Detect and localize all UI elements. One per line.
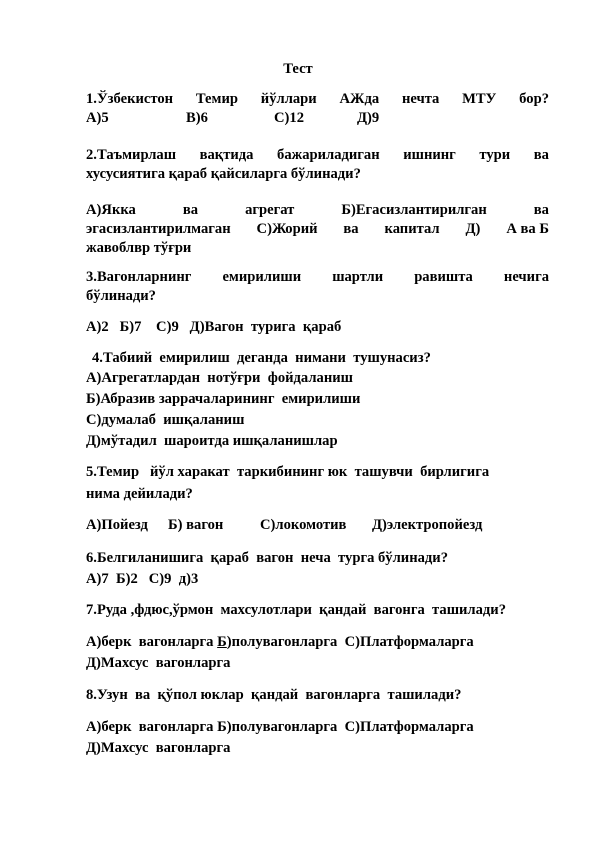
q1-option-a: А)5	[86, 110, 109, 126]
q1-option-b: В)6	[186, 110, 208, 126]
q2-word: А ва Б	[506, 221, 549, 237]
q7-options-line-1	[86, 633, 549, 651]
q2-word: А)Якка	[86, 202, 136, 218]
q4-option-c: С)думалаб ишқаланиш	[86, 412, 245, 428]
q1-option-c: С)12	[274, 110, 304, 126]
question-5-line-2: нима дейилади?	[86, 486, 193, 502]
question-4: 4.Табиий емирилиш деганда нимани тушунасиз?	[92, 350, 431, 366]
q2-word: 2.Таъмирлаш	[86, 147, 177, 163]
q4-option-a: А)Агрегатлардан нотўғри фойдаланиш	[86, 370, 353, 386]
q2-word: вақтида	[199, 147, 254, 163]
q2-word: ишнинг	[403, 147, 456, 163]
q1-option-d: Д)9	[357, 110, 380, 126]
q1-word: нечта	[401, 91, 440, 107]
q1-word: бор?	[519, 91, 549, 107]
q5-options	[86, 516, 549, 534]
q5-option-a: А)Пойезд	[86, 517, 148, 533]
q7-option-b-letter: Б	[217, 634, 227, 650]
q2-word: Д)	[465, 221, 481, 237]
q2-word: капитал	[384, 221, 440, 237]
question-3-line-1	[86, 268, 549, 286]
question-2-line-1	[86, 146, 549, 164]
q3-word: шартли	[332, 269, 384, 285]
q2-options-line-1	[86, 201, 549, 219]
q7-option-a: А)берк вагонларга	[86, 634, 218, 650]
q5-option-b: Б) вагон	[168, 517, 224, 533]
q2-word: агрегат	[245, 202, 295, 218]
q2-word: С)Жорий	[256, 221, 318, 237]
q5-option-d: Д)электропойезд	[372, 517, 483, 533]
q8-options-line-1: А)берк вагонларга Б)полувагонларга С)Платформаларга	[86, 719, 474, 735]
q2-options-line-2	[86, 220, 549, 238]
question-3-line-2: бўлинади?	[86, 288, 156, 304]
question-7: 7.Руда ,фдюс,ўрмон махсулотлари қандай вагонга ташилади?	[86, 602, 506, 618]
q1-word: йўллари	[260, 91, 317, 107]
q1-options	[86, 109, 549, 127]
q1-word: Темир	[195, 91, 238, 107]
q3-word: емирилиши	[222, 269, 302, 285]
question-1	[86, 90, 549, 108]
q5-option-c: С)локомотив	[260, 517, 347, 533]
q1-word: АЖда	[339, 91, 380, 107]
q3-word: 3.Вагонларнинг	[86, 269, 192, 285]
question-8: 8.Узун ва қўпол юклар қандай вагонларга ташилади?	[86, 687, 462, 703]
q2-word: эгасизлантирилмаган	[86, 221, 231, 237]
question-2-line-2: хусусиятига қараб қайсиларга бўлинади?	[86, 166, 361, 182]
q2-options-line-3: жавоблвр тўғри	[86, 240, 192, 256]
q7-option-d: Д)Махсус вагонларга	[86, 655, 231, 671]
q3-word: равишта	[414, 269, 473, 285]
question-6: 6.Белгиланишига қараб вагон неча турга бўлинади?	[86, 550, 448, 566]
q1-word: МТУ	[462, 91, 497, 107]
q6-options: А)7 Б)2 С)9 д)3	[86, 571, 199, 587]
q7-option-b-c: )полувагонларга С)Платформаларга	[226, 634, 474, 650]
q2-word: Б)Егасизлантирилган	[341, 202, 487, 218]
q2-word: ва	[182, 202, 199, 218]
q3-options: А)2 Б)7 С)9 Д)Вагон турига қараб	[86, 319, 342, 335]
q3-word: нечига	[503, 269, 549, 285]
q1-word: 1.Ўзбекистон	[86, 91, 174, 107]
q2-word: ва	[343, 221, 359, 237]
q2-word: ва	[533, 202, 549, 218]
q2-word: бажариладиган	[277, 147, 380, 163]
q2-word: ва	[533, 147, 549, 163]
page-title: Тест	[283, 61, 313, 77]
q8-option-d: Д)Махсус вагонларга	[86, 740, 231, 756]
q4-option-b: Б)Абразив заррачаларининг емирилиши	[86, 391, 361, 407]
q4-option-d: Д)мўтадил шароитда ишқаланишлар	[86, 433, 338, 449]
question-5-line-1: 5.Темир йўл харакат таркибининг юк ташувчи бирлигига	[86, 464, 490, 480]
q2-word: тури	[479, 147, 511, 163]
